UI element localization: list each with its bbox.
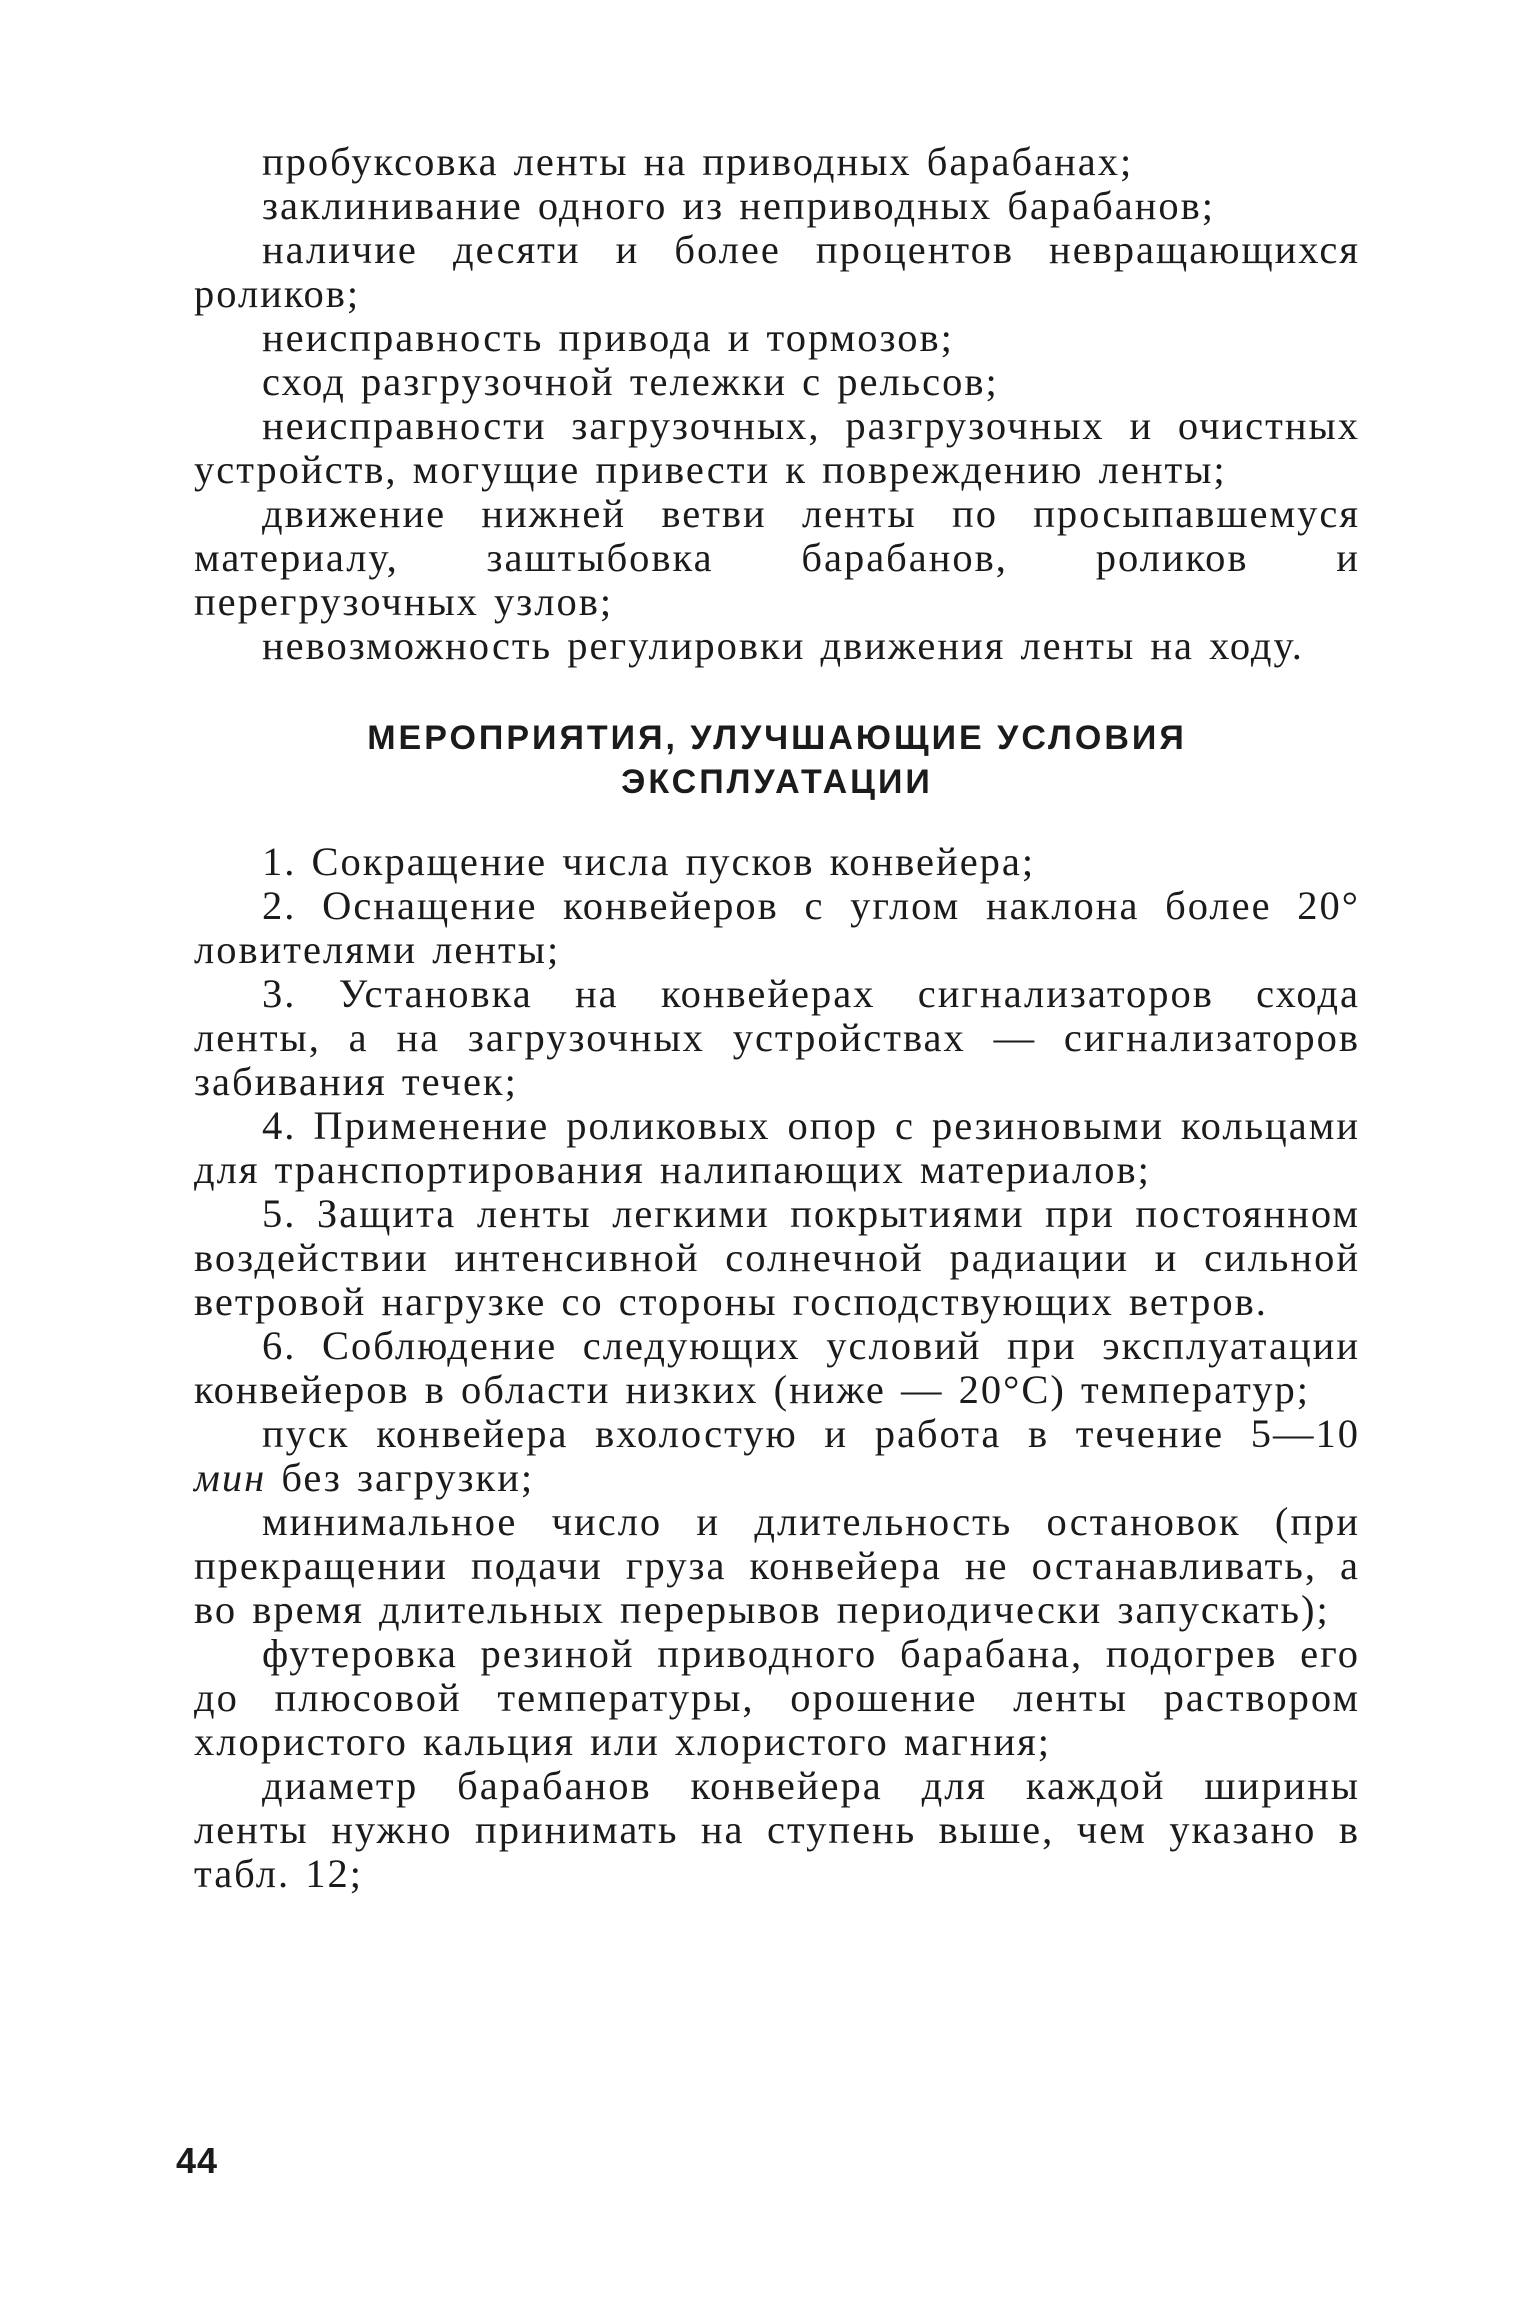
list-item: неисправности загрузочных, разгрузочных и очистных устройств, могущие привести к повреждению ленты; bbox=[194, 403, 1360, 492]
list-item: невозможность регулировки движения ленты на ходу. bbox=[262, 623, 1304, 668]
condition-item bbox=[194, 1412, 1360, 1500]
measure-item: 1. Сокращение числа пусков конвейера; bbox=[262, 839, 1036, 884]
condition-item: диаметр барабанов конвейера для каждой ширины ленты нужно принимать на ступень выше, чем указано в табл. 12; bbox=[194, 1763, 1360, 1896]
cold-start-text-end: без загрузки; bbox=[266, 1455, 535, 1500]
condition-item: минимальное число и длительность остановок (при прекращении подачи груза конвейера не останавливать, а во время длительных перерывов периодически запускать); bbox=[194, 1499, 1360, 1632]
cold-start-text: пуск конвейера вхолостую и работа в течение 5—10 bbox=[262, 1411, 1360, 1456]
list-item: движение нижней ветви ленты по просыпавшемуся материалу, заштыбовка барабанов, роликов и перегрузочных узлов; bbox=[194, 491, 1360, 624]
faults-list bbox=[194, 140, 1360, 668]
page-body bbox=[194, 140, 1360, 1896]
list-item: наличие десяти и более процентов невращающихся роликов; bbox=[194, 227, 1360, 316]
measure-item: 3. Установка на конвейерах сигнализаторов схода ленты, а на загрузочных устройствах — сигнализаторов забивания течек; bbox=[194, 971, 1360, 1104]
measure-item: 2. Оснащение конвейеров с углом наклона более 20° ловителями ленты; bbox=[194, 883, 1360, 972]
unit-minutes: мин bbox=[194, 1455, 267, 1500]
cold-conditions-list bbox=[194, 1412, 1360, 1896]
condition-item: футеровка резиной приводного барабана, подогрев его до плюсовой температуры, орошение ленты раствором хлористого кальция или хлористого магния; bbox=[194, 1631, 1360, 1764]
measures-list bbox=[194, 840, 1360, 1412]
measure-item: 6. Соблюдение следующих условий при эксплуатации конвейеров в области низких (ниже — 20°С) температур; bbox=[194, 1323, 1360, 1412]
page-number: 44 bbox=[176, 2140, 219, 2181]
section-heading-line-2: ЭКСПЛУАТАЦИИ bbox=[621, 763, 933, 801]
list-item: неисправность привода и тормозов; bbox=[262, 315, 954, 360]
list-item: заклинивание одного из неприводных барабанов; bbox=[262, 183, 1216, 228]
measure-item: 5. Защита ленты легкими покрытиями при постоянном воздействии интенсивной солнечной радиации и сильной ветровой нагрузке со стороны господствующих ветров. bbox=[194, 1191, 1360, 1324]
section-heading-line-1: МЕРОПРИЯТИЯ, УЛУЧШАЮЩИЕ УСЛОВИЯ bbox=[367, 719, 1187, 757]
list-item: пробуксовка ленты на приводных барабанах; bbox=[262, 139, 1134, 184]
list-item: сход разгрузочной тележки с рельсов; bbox=[262, 359, 999, 404]
measure-item: 4. Применение роликовых опор с резиновыми кольцами для транспортирования налипающих материалов; bbox=[194, 1103, 1360, 1192]
section-heading bbox=[194, 716, 1360, 804]
